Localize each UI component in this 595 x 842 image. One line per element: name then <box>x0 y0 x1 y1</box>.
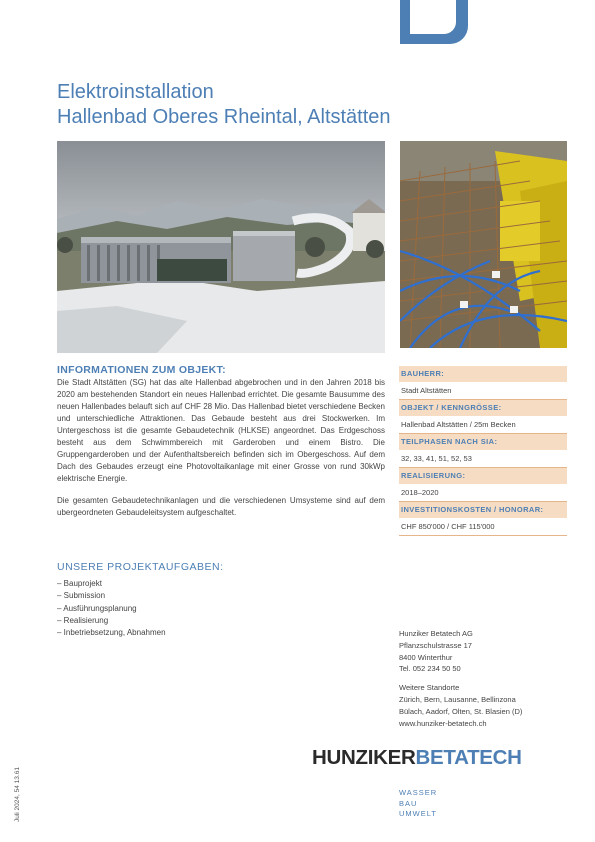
fact-value-objekt: Hallenbad Altstätten / 25m Becken <box>399 416 567 434</box>
fact-label-bauherr: BAUHERR: <box>399 366 567 382</box>
info-paragraph-1: Die Stadt Altstätten (SG) hat das alte Hallenbad abgebrochen und in den Jahren 2018 bis 2020 am bestehenden Standort ein neues Hallenbad errichtet. Die gesamte Bausumme des neuen Hallenbades belauft sich auf CHF 28 Mio. Das Hallenbad bietet verschiedene Becken und unterschiedliche Attraktionen. Das Gebaude besteht aus drei Stockwerken. Im Untergeschoss ist die gesamte Gebaudetechnik (HLKSE) angeordnet. Das Erdgeschoss besteht aus dem Schwimmbereich mit Garderoben und einem Bistro. Die Gruppengarderoben und der Aufenthaltsbereich befinden sich im Obergeschoss. Auf dem Dach des Gebaudes erzeugt eine Photovoltaikanlage mit einer Grosse von rund 30kWp elektrische Energie. <box>57 378 385 483</box>
tasks-heading: UNSERE PROJEKTAUFGABEN: <box>57 561 224 573</box>
company-website: www.hunziker-betatech.ch <box>399 718 487 728</box>
list-item: – Realisierung <box>57 615 109 625</box>
construction-photo <box>400 141 567 348</box>
fact-label-teilphasen: TEILPHASEN NACH SIA: <box>399 434 567 450</box>
company-logo <box>312 746 522 774</box>
list-item: – Bauprojekt <box>57 579 102 588</box>
tagline-wasser: WASSER <box>399 788 438 797</box>
company-street: Pflanzschulstrasse 17 <box>399 640 472 650</box>
info-heading: INFORMATIONEN ZUM OBJEKT: <box>57 364 226 376</box>
list-item: – Ausführungsplanung <box>57 603 137 613</box>
title-line-1: Elektroinstallation <box>57 81 214 103</box>
building-photo <box>57 141 385 353</box>
logo-tagline <box>399 788 437 820</box>
page-title <box>57 80 391 130</box>
logo-text-hunziker: HUNZIKER <box>312 746 416 769</box>
tasks-list <box>57 578 166 639</box>
info-paragraph-2: Die gesamten Gebaudetechnikanlagen und die verschiedenen Umsysteme sind auf dem ubergeordneten Gebaudeleitsystem aufgeschaltet. <box>57 496 385 517</box>
company-address <box>399 628 522 729</box>
tagline-bau: BAU <box>399 798 418 808</box>
fact-value-realisierung: 2018–2020 <box>399 484 567 502</box>
tagline-umwelt: UMWELT <box>399 809 437 818</box>
document-date-note: Juli 2024, 54 13.61 <box>14 767 21 822</box>
other-locations-line-1: Zürich, Bern, Lausanne, Bellinzona <box>399 694 516 704</box>
company-phone: Tel. 052 234 50 50 <box>399 664 461 674</box>
info-body <box>57 377 385 529</box>
fact-value-bauherr: Stadt Altstätten <box>399 382 567 400</box>
fact-value-teilphasen: 32, 33, 41, 51, 52, 53 <box>399 450 567 468</box>
list-item: – Submission <box>57 591 106 601</box>
fact-label-kosten: INVESTITIONSKOSTEN / HONORAR: <box>399 502 567 518</box>
company-city: 8400 Winterthur <box>399 652 453 662</box>
fact-label-realisierung: REALISIERUNG: <box>399 468 567 484</box>
logo-mark <box>400 0 468 44</box>
list-item: – Inbetriebsetzung, Abnahmen <box>57 628 166 638</box>
logo-text-betatech: BETATECH <box>415 746 522 769</box>
company-name: Hunziker Betatech AG <box>399 629 473 638</box>
fact-value-kosten: CHF 850'000 / CHF 115'000 <box>399 518 567 536</box>
facts-panel <box>399 366 567 536</box>
other-locations-line-2: Bülach, Aadorf, Olten, St. Blasien (D) <box>399 706 523 716</box>
title-line-2: Hallenbad Oberes Rheintal, Altstätten <box>57 106 391 128</box>
fact-label-objekt: OBJEKT / KENNGRÖSSE: <box>399 400 567 416</box>
other-locations-heading: Weitere Standorte <box>399 683 460 693</box>
